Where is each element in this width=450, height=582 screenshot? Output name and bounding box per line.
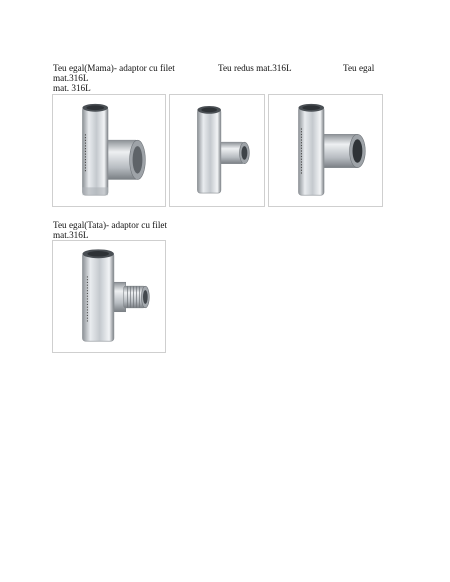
product-image-equal-tee-female (52, 94, 166, 207)
product-title-equal-tee-female: Teu egal(Mama)- adaptor cu filet (53, 63, 175, 73)
tee-female-thread-photo (53, 95, 165, 206)
product-material-equal-tee-male: mat.316L (53, 230, 89, 240)
product-image-reduced-tee (169, 94, 265, 207)
product-material-equal-tee-female: mat.316L (53, 73, 89, 83)
product-title-reduced-tee: Teu redus mat.316L (218, 63, 292, 73)
product-image-equal-tee (268, 94, 383, 207)
tee-male-thread-photo (53, 241, 165, 352)
product-title-equal-tee-male: Teu egal(Tata)- adaptor cu filet (53, 220, 168, 230)
equal-tee-photo (269, 95, 382, 206)
product-title-equal-tee: Teu egal (343, 63, 375, 73)
product-material-equal-tee: mat. 316L (53, 83, 91, 93)
product-image-equal-tee-male (52, 240, 166, 353)
reduced-tee-photo (170, 95, 264, 206)
